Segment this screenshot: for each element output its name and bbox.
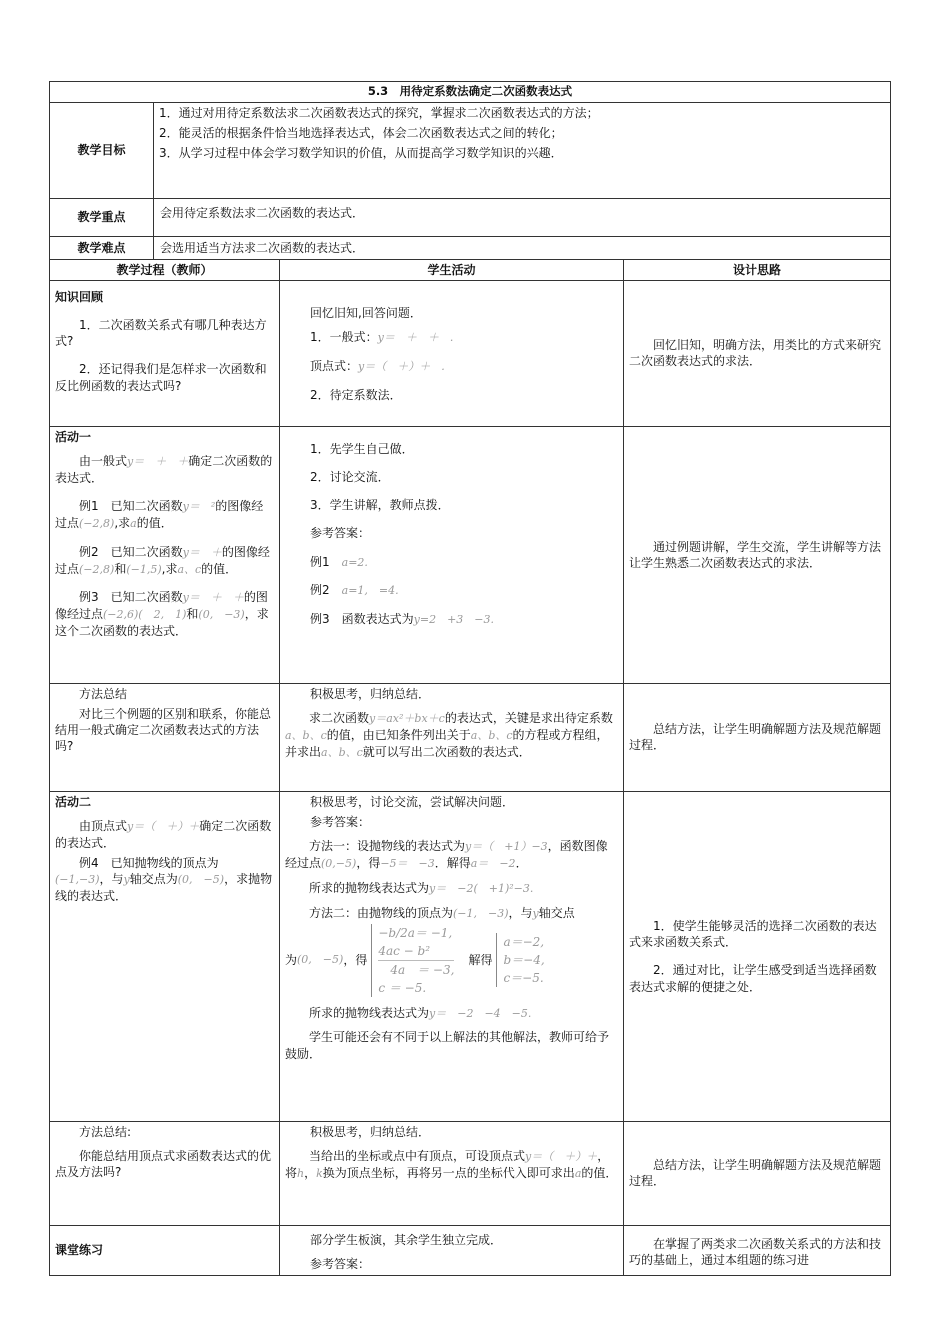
summary1-text: 的值，由已知条件列出关于 <box>326 727 471 742</box>
formula: y <box>123 873 130 887</box>
method2-text: 解得 <box>468 953 493 968</box>
answer-formula: a=2. <box>341 555 368 569</box>
objectives-label: 教学目标 <box>50 102 154 198</box>
example2-text: 的值． <box>201 561 238 576</box>
act2-design: 2．通过对比，让学生感受到适当选择函数表达式求解的便捷之处． <box>629 963 877 994</box>
solution-line: a＝−2, <box>503 935 545 950</box>
answer-label: 例1 <box>310 554 330 569</box>
act2-design: 1．使学生能够灵活的选择二次函数的表达式来求函数关系式． <box>629 919 877 950</box>
act2-student-note: 学生可能还会有不同于以上解法的其他解法，教师可给予鼓励． <box>285 1030 610 1061</box>
summary2-text: 换为顶点坐标，再将另一点的坐标代入即可求出 <box>322 1165 575 1180</box>
review-vertex-label: 顶点式： <box>310 358 359 373</box>
practice-answers-label: 参考答案： <box>310 1257 371 1272</box>
example2-text: 例2 已知二次函数 <box>79 544 183 559</box>
formula: (−2,8) <box>79 516 115 530</box>
review-question: 2．还记得我们是怎样求一次函数和反比例函数的表达式吗? <box>55 362 267 393</box>
example4-text: 例4 已知抛物线的顶点为 <box>79 856 219 871</box>
formula: y＝ ² <box>182 500 216 514</box>
summary1-title: 方法总结 <box>79 686 128 701</box>
method1-text: ． <box>515 856 528 871</box>
practice-student: 部分学生板演，其余学生独立完成． <box>310 1232 503 1247</box>
example3-text: 的图像经过点 <box>55 590 268 622</box>
formula: y＝ −2( +1)²−3. <box>429 881 534 895</box>
practice-design: 在掌握了两类求二次函数关系式的方法和技巧的基础上，通过本组题的练习进 <box>624 1225 891 1275</box>
act1-text: 确定二次函数的表达式． <box>55 454 273 485</box>
formula: (−1,5) <box>126 562 162 576</box>
formula: (−2,6)( 2, 1) <box>103 608 187 622</box>
formula: a <box>130 516 137 530</box>
example3-text: 例3 已知二次函数 <box>79 590 183 605</box>
formula: (−1, −3) <box>453 906 509 920</box>
activity2-title: 活动二 <box>55 794 92 809</box>
review-student-text: 回忆旧知,回答问题． <box>310 305 422 320</box>
example3-text: 和 <box>186 607 199 622</box>
act2-text: 确定二次函数的表达式． <box>55 819 272 850</box>
equation-line: c ＝ −5. <box>378 980 427 995</box>
answer-label: 例2 <box>310 583 330 598</box>
method2-result: 所求的抛物线表达式为 <box>309 1005 430 1020</box>
formula: (0, −3) <box>198 608 245 622</box>
example4-text: 轴交点为 <box>129 872 178 887</box>
summary2-text: ， <box>304 1165 317 1180</box>
formula: k <box>316 1166 323 1180</box>
act1-student-step: 3．学生讲解，教师点拨． <box>310 498 450 513</box>
summary2-text: 当给出的坐标或点中有顶点，可设顶点式 <box>309 1149 526 1164</box>
formula: y＝ ＋ ＋ <box>127 455 189 469</box>
method1-result: 所求的抛物线表达式为 <box>309 880 430 895</box>
method1-text: ，函数图像经过点 <box>285 839 608 871</box>
answer-formula: a=1, =4. <box>341 584 399 598</box>
formula: a、b、c <box>321 745 363 759</box>
summary2-text: 的值． <box>581 1165 618 1180</box>
difficulty-label: 教学难点 <box>50 236 154 259</box>
act1-student-step: 1．先学生自己做． <box>310 441 414 456</box>
formula: −5＝ −3 <box>380 857 435 871</box>
summary2-title: 方法总结: <box>79 1124 132 1139</box>
summary1-text: 求二次函数 <box>309 711 370 726</box>
summary2-design: 总结方法，让学生明确解题方法及规范解题过程． <box>624 1121 891 1225</box>
objective-item: 2．能灵活的根据条件恰当地选择表达式，体会二次函数表达式之间的转化； <box>159 125 563 140</box>
formula: y＝（ ＋）＋ <box>525 1150 598 1164</box>
summary1-student: 积极思考，归纳总结． <box>310 686 431 701</box>
example1-text: 的值． <box>136 515 173 530</box>
example1-text: 的图像经过点 <box>55 499 264 530</box>
review-student-text: 2．待定系数法． <box>310 387 402 402</box>
review-design: 回忆旧知，明确方法，用类比的方式来研究二次函数表达式的求法． <box>624 280 891 426</box>
practice-title: 课堂练习 <box>50 1225 280 1275</box>
example2-text: ,求 <box>161 561 178 576</box>
act2-answers-label: 参考答案： <box>310 815 371 830</box>
method2-text: 为 <box>285 953 298 968</box>
header-student: 学生活动 <box>280 259 624 280</box>
formula: (0,−5) <box>321 857 357 871</box>
objective-item: 3．从学习过程中体会学习数学知识的价值，从而提高学习数学知识的兴趣． <box>159 145 563 160</box>
formula: y <box>532 906 539 920</box>
objective-item: 1．通过对用待定系数法求二次函数表达式的探究，掌握求二次函数表达式的方法； <box>159 105 599 120</box>
summary2-student: 积极思考，归纳总结． <box>310 1124 431 1139</box>
formula: (−1,−3) <box>55 873 100 887</box>
summary1-text: 就可以写出二次函数的表达式． <box>362 744 531 759</box>
example2-text: 的图像经过点 <box>55 544 270 576</box>
review-general-label: 1．一般式： <box>310 330 378 345</box>
method1-text: ，得 <box>356 856 381 871</box>
formula: a、b、c <box>285 728 327 742</box>
summary1-design: 总结方法，让学生明确解题方法及规范解题过程． <box>624 683 891 791</box>
formula: h <box>297 1166 305 1180</box>
formula: y＝（ +1）−3 <box>465 840 548 854</box>
solution-system <box>496 933 544 987</box>
formula: y＝ax²＋bx＋c <box>369 712 445 726</box>
example1-text: ,求 <box>114 515 131 530</box>
equation-line: −b/2a＝ −1, <box>378 925 453 940</box>
review-title: 知识回顾 <box>55 289 104 304</box>
act1-design: 通过例题讲解，学生交流，学生讲解等方法让学生熟悉二次函数表达式的求法． <box>624 426 891 683</box>
method2-text: ，与 <box>508 905 533 920</box>
act2-student: 积极思考，讨论交流，尝试解决问题． <box>310 794 515 809</box>
equation-line: 4ac − b² <box>378 943 431 958</box>
solution-line: c＝−5. <box>503 971 544 986</box>
answer-label: 例3 函数表达式为 <box>310 612 414 627</box>
method2-text: 轴交点 <box>538 905 575 920</box>
vertex-form-formula: y＝（ ＋）＋ . <box>358 359 445 373</box>
key-point-text: 会用待定系数法求二次函数的表达式． <box>154 198 891 236</box>
answer-formula: y=2 +3 −3. <box>413 613 494 627</box>
method1-text: 方法一：设抛物线的表达式为 <box>309 839 466 854</box>
act1-text: 由一般式 <box>79 454 128 469</box>
difficulty-text: 会选用适当方法求二次函数的表达式． <box>154 236 891 259</box>
formula: (0, −5) <box>177 873 225 887</box>
formula: y＝ ＋ ＋ <box>182 591 244 605</box>
key-point-label: 教学重点 <box>50 198 154 236</box>
summary1-text: 的表达式，关键是求出待定系数 <box>444 711 613 726</box>
example3-text: ，求这个二次函数的表达式． <box>55 607 269 639</box>
review-question: 1．二次函数关系式有哪几种表达方式? <box>55 318 267 349</box>
equation-system <box>371 924 454 997</box>
summary2-text: ，将 <box>285 1149 610 1180</box>
act1-answers-label: 参考答案： <box>310 526 371 541</box>
method2-text: ，得 <box>343 953 368 968</box>
formula: a＝ −2 <box>470 857 516 871</box>
summary1-text: 的方程或方程组，并求出 <box>285 727 609 759</box>
formula: a、b、c <box>470 728 513 742</box>
act2-text: 由顶点式 <box>79 819 128 834</box>
example4-text: ，与 <box>99 872 124 887</box>
formula: y＝ −2 −4 −5. <box>429 1006 532 1020</box>
page-title: 5.3 用待定系数法确定二次函数表达式 <box>50 82 891 103</box>
formula: a <box>574 1166 582 1180</box>
example1-text: 例1 已知二次函数 <box>79 499 183 514</box>
formula: y＝（ ＋）＋ <box>127 820 200 834</box>
lesson-plan-table <box>49 81 891 1276</box>
formula: (0, −5) <box>297 952 344 966</box>
equation-line: 4a ＝ −3, <box>378 960 454 979</box>
header-design: 设计思路 <box>624 259 891 280</box>
formula: y＝ ＋ <box>182 545 222 559</box>
example2-text: 和 <box>114 561 127 576</box>
summary1-text: 对比三个例题的区别和联系，你能总结用一般式确定二次函数表达式的方法吗? <box>55 707 272 754</box>
summary2-text: 你能总结用顶点式求函数表达式的优点及方法吗? <box>55 1149 272 1180</box>
method1-text: ．解得 <box>434 856 471 871</box>
activity1-title: 活动一 <box>55 429 92 444</box>
formula: (−2,8) <box>79 562 115 576</box>
header-teacher: 教学过程（教师） <box>50 259 280 280</box>
method2-text: 方法二：由抛物线的顶点为 <box>309 905 454 920</box>
example4-text: ，求抛物线的表达式． <box>55 872 273 904</box>
act1-student-step: 2．讨论交流． <box>310 470 390 485</box>
general-form-formula: y＝ ＋ ＋ . <box>377 331 454 345</box>
solution-line: b＝−4, <box>503 953 545 968</box>
formula: a、c <box>177 562 202 576</box>
